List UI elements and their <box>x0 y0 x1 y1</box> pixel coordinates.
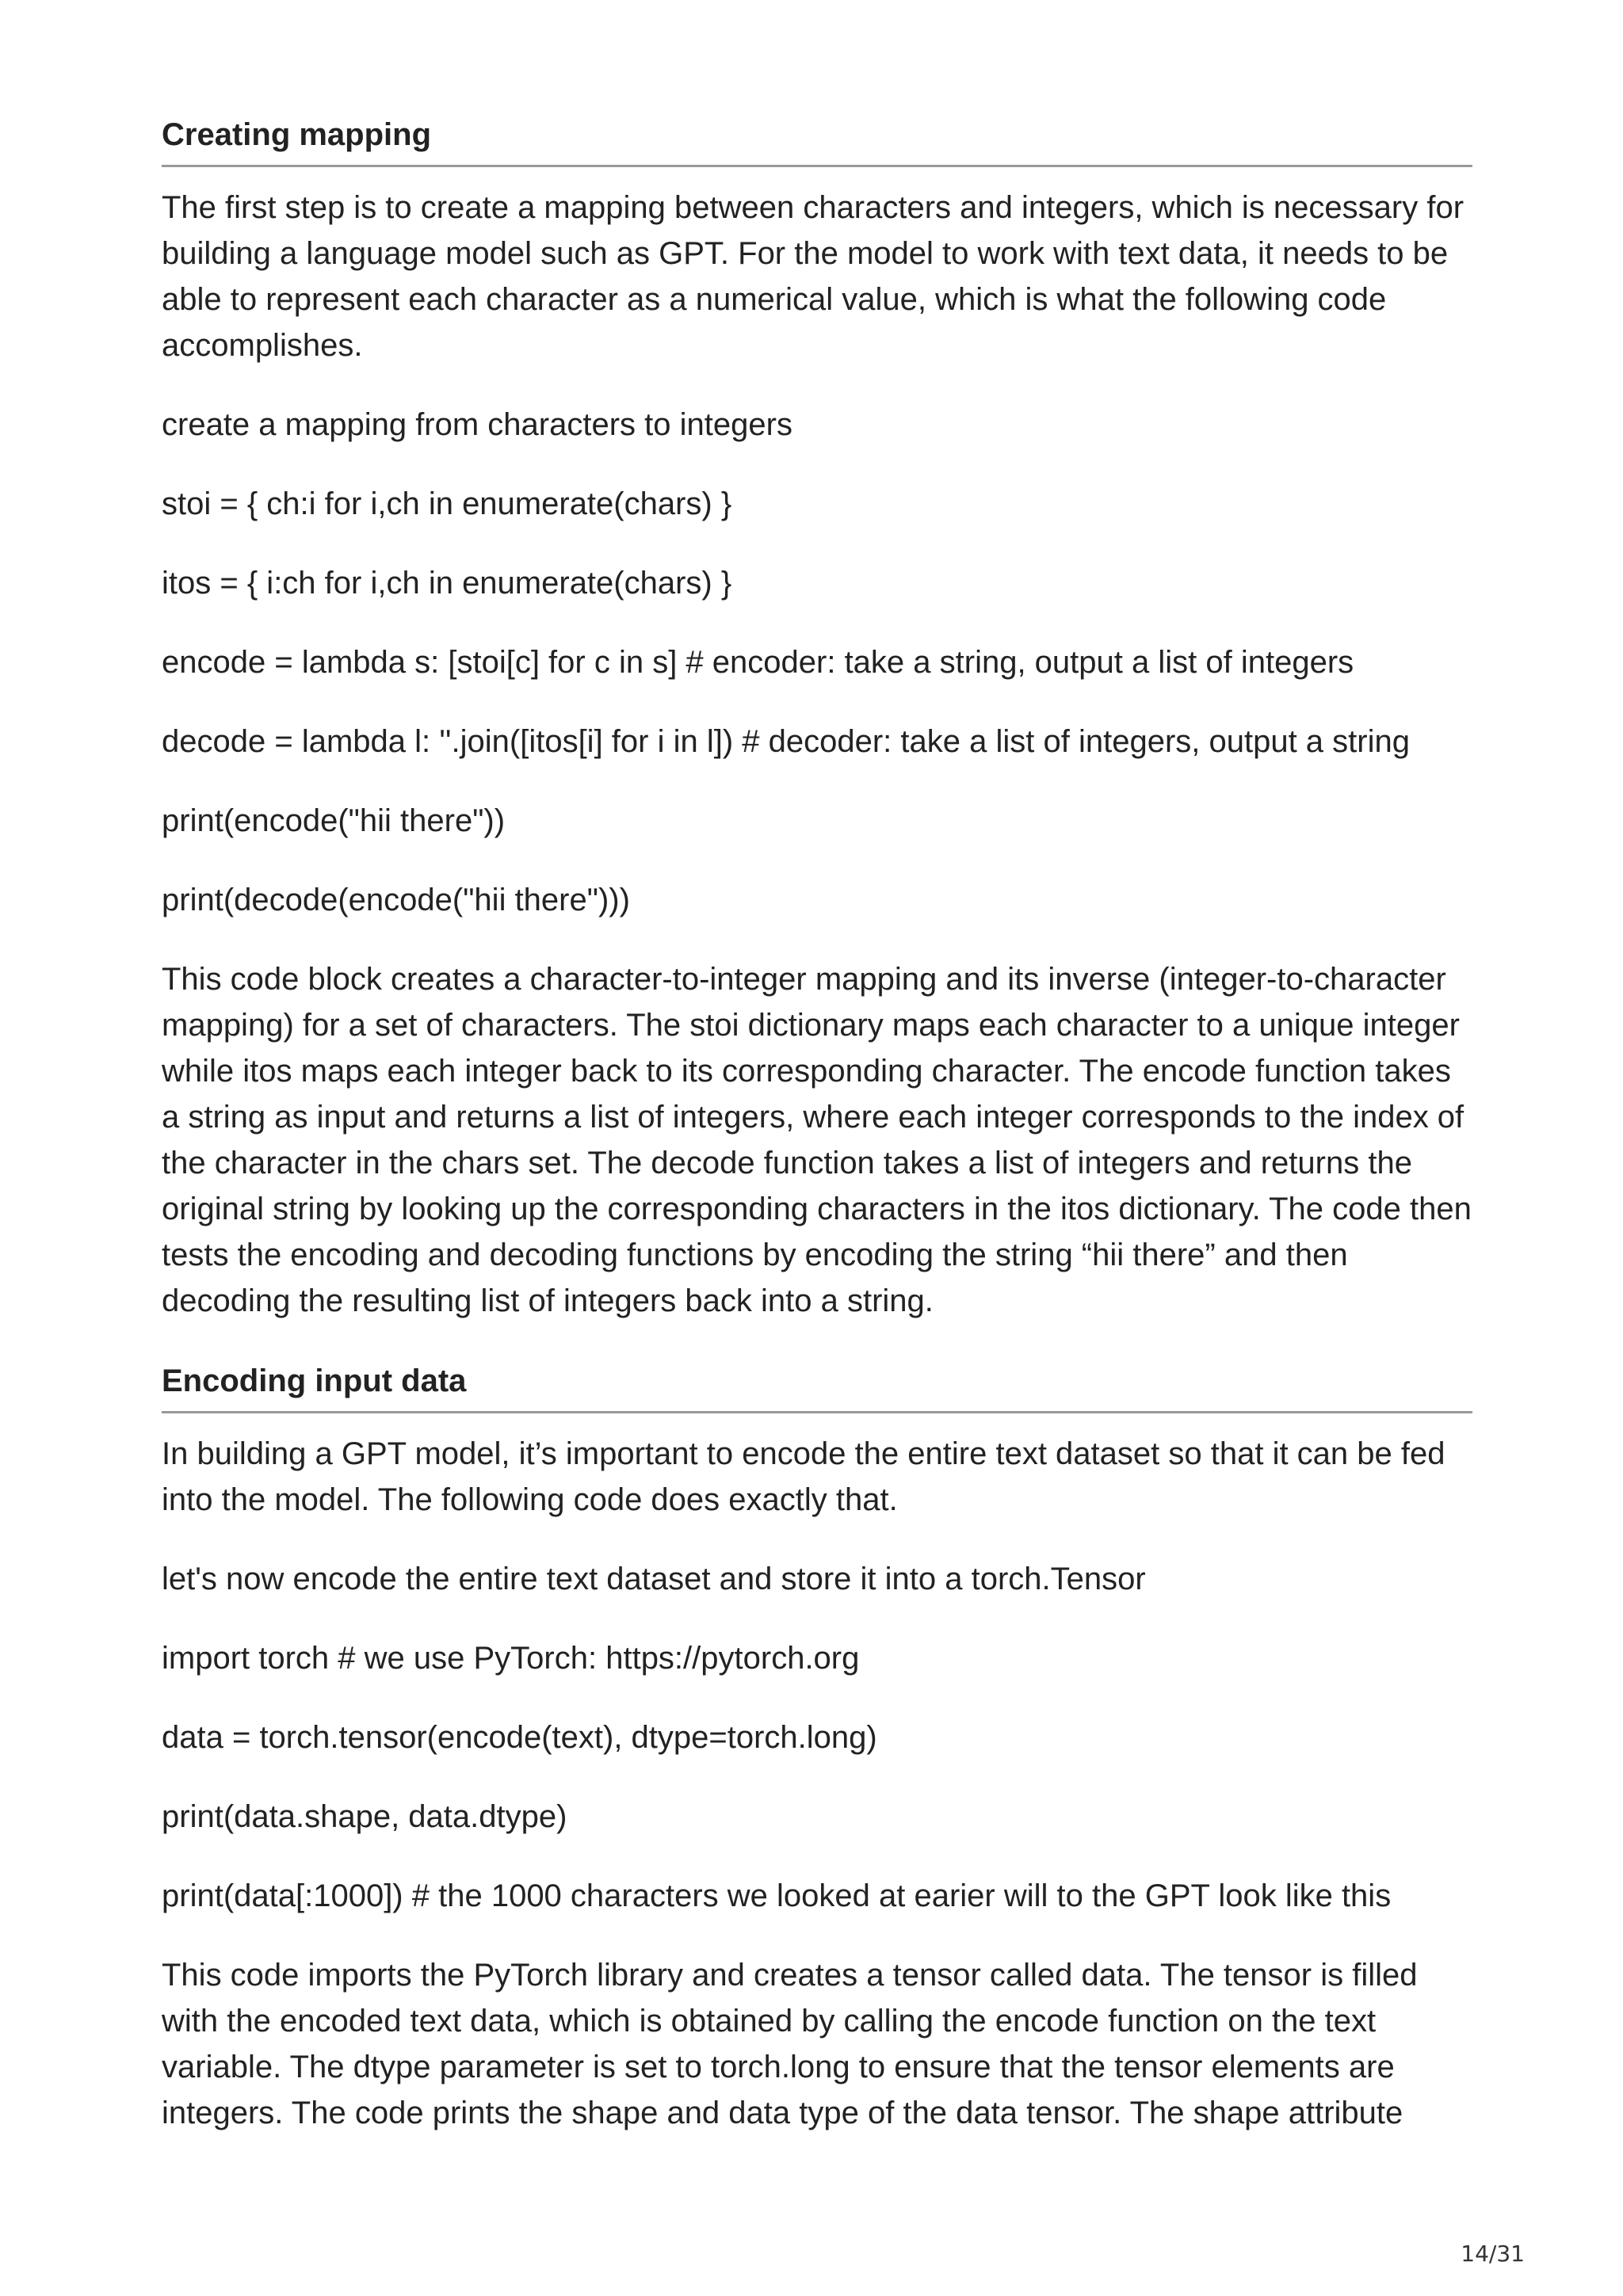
section-creating-mapping <box>162 111 1472 1324</box>
section-heading: Encoding input data <box>162 1357 1472 1413</box>
section-encoding-input-data <box>162 1357 1472 2136</box>
intro-paragraph: The first step is to create a mapping between characters and integers, which is necessary for building a language model such as GPT. For the model to work with text data, it needs to be able to represent each character as a numerical value, which is what the following code accomplishes. <box>162 190 1465 363</box>
code-line-import: import torch # we use PyTorch: https://pytorch.org <box>162 1641 860 1676</box>
code-line-print-data: print(data[:1000]) # the 1000 characters we looked at earier will to the GPT look like this <box>162 1878 1392 1913</box>
code-line-print-decode: print(decode(encode("hii there"))) <box>162 883 630 917</box>
code-line-print-shape: print(data.shape, data.dtype) <box>162 1799 567 1834</box>
code-line-encode: encode = lambda s: [stoi[c] for c in s] # encoder: take a string, output a list of integers <box>162 645 1354 680</box>
explanation-paragraph: This code block creates a character-to-integer mapping and its inverse (integer-to-character mapping) for a set of characters. The stoi dictionary maps each character to a unique integer while itos maps each integer back to its corresponding character. The encode function takes a string as input and returns a list of integers, where each integer corresponds to the index of the character in the chars set. The decode function takes a list of integers and returns the original string by looking up the corresponding characters in the itos dictionary. The code then tests the encoding and decoding functions by encoding the string “hii there” and then decoding the resulting list of integers back into a string. <box>162 962 1472 1318</box>
page-number: 14/31 <box>1461 2241 1525 2267</box>
code-line-print-encode: print(encode("hii there")) <box>162 803 506 838</box>
code-line-data-tensor: data = torch.tensor(encode(text), dtype=torch.long) <box>162 1720 877 1755</box>
code-line-decode: decode = lambda l: ''.join([itos[i] for i in l]) # decoder: take a list of integers, output a string <box>162 724 1410 759</box>
code-comment-line: let's now encode the entire text dataset and store it into a torch.Tensor <box>162 1562 1146 1596</box>
code-comment-line: create a mapping from characters to integers <box>162 407 792 442</box>
page-content <box>162 111 1472 2169</box>
explanation-paragraph: This code imports the PyTorch library and creates a tensor called data. The tensor is filled with the encoded text data, which is obtained by calling the encode function on the text variable. The dtype parameter is set to torch.long to ensure that the tensor elements are integers. The code prints the shape and data type of the data tensor. The shape attribute <box>162 1958 1418 2130</box>
code-line-stoi: stoi = { ch:i for i,ch in enumerate(chars) } <box>162 486 732 521</box>
code-line-itos: itos = { i:ch for i,ch in enumerate(chars) } <box>162 566 732 601</box>
section-heading: Creating mapping <box>162 111 1472 167</box>
intro-paragraph: In building a GPT model, it’s important to encode the entire text dataset so that it can be fed into the model. The following code does exactly that. <box>162 1436 1445 1517</box>
